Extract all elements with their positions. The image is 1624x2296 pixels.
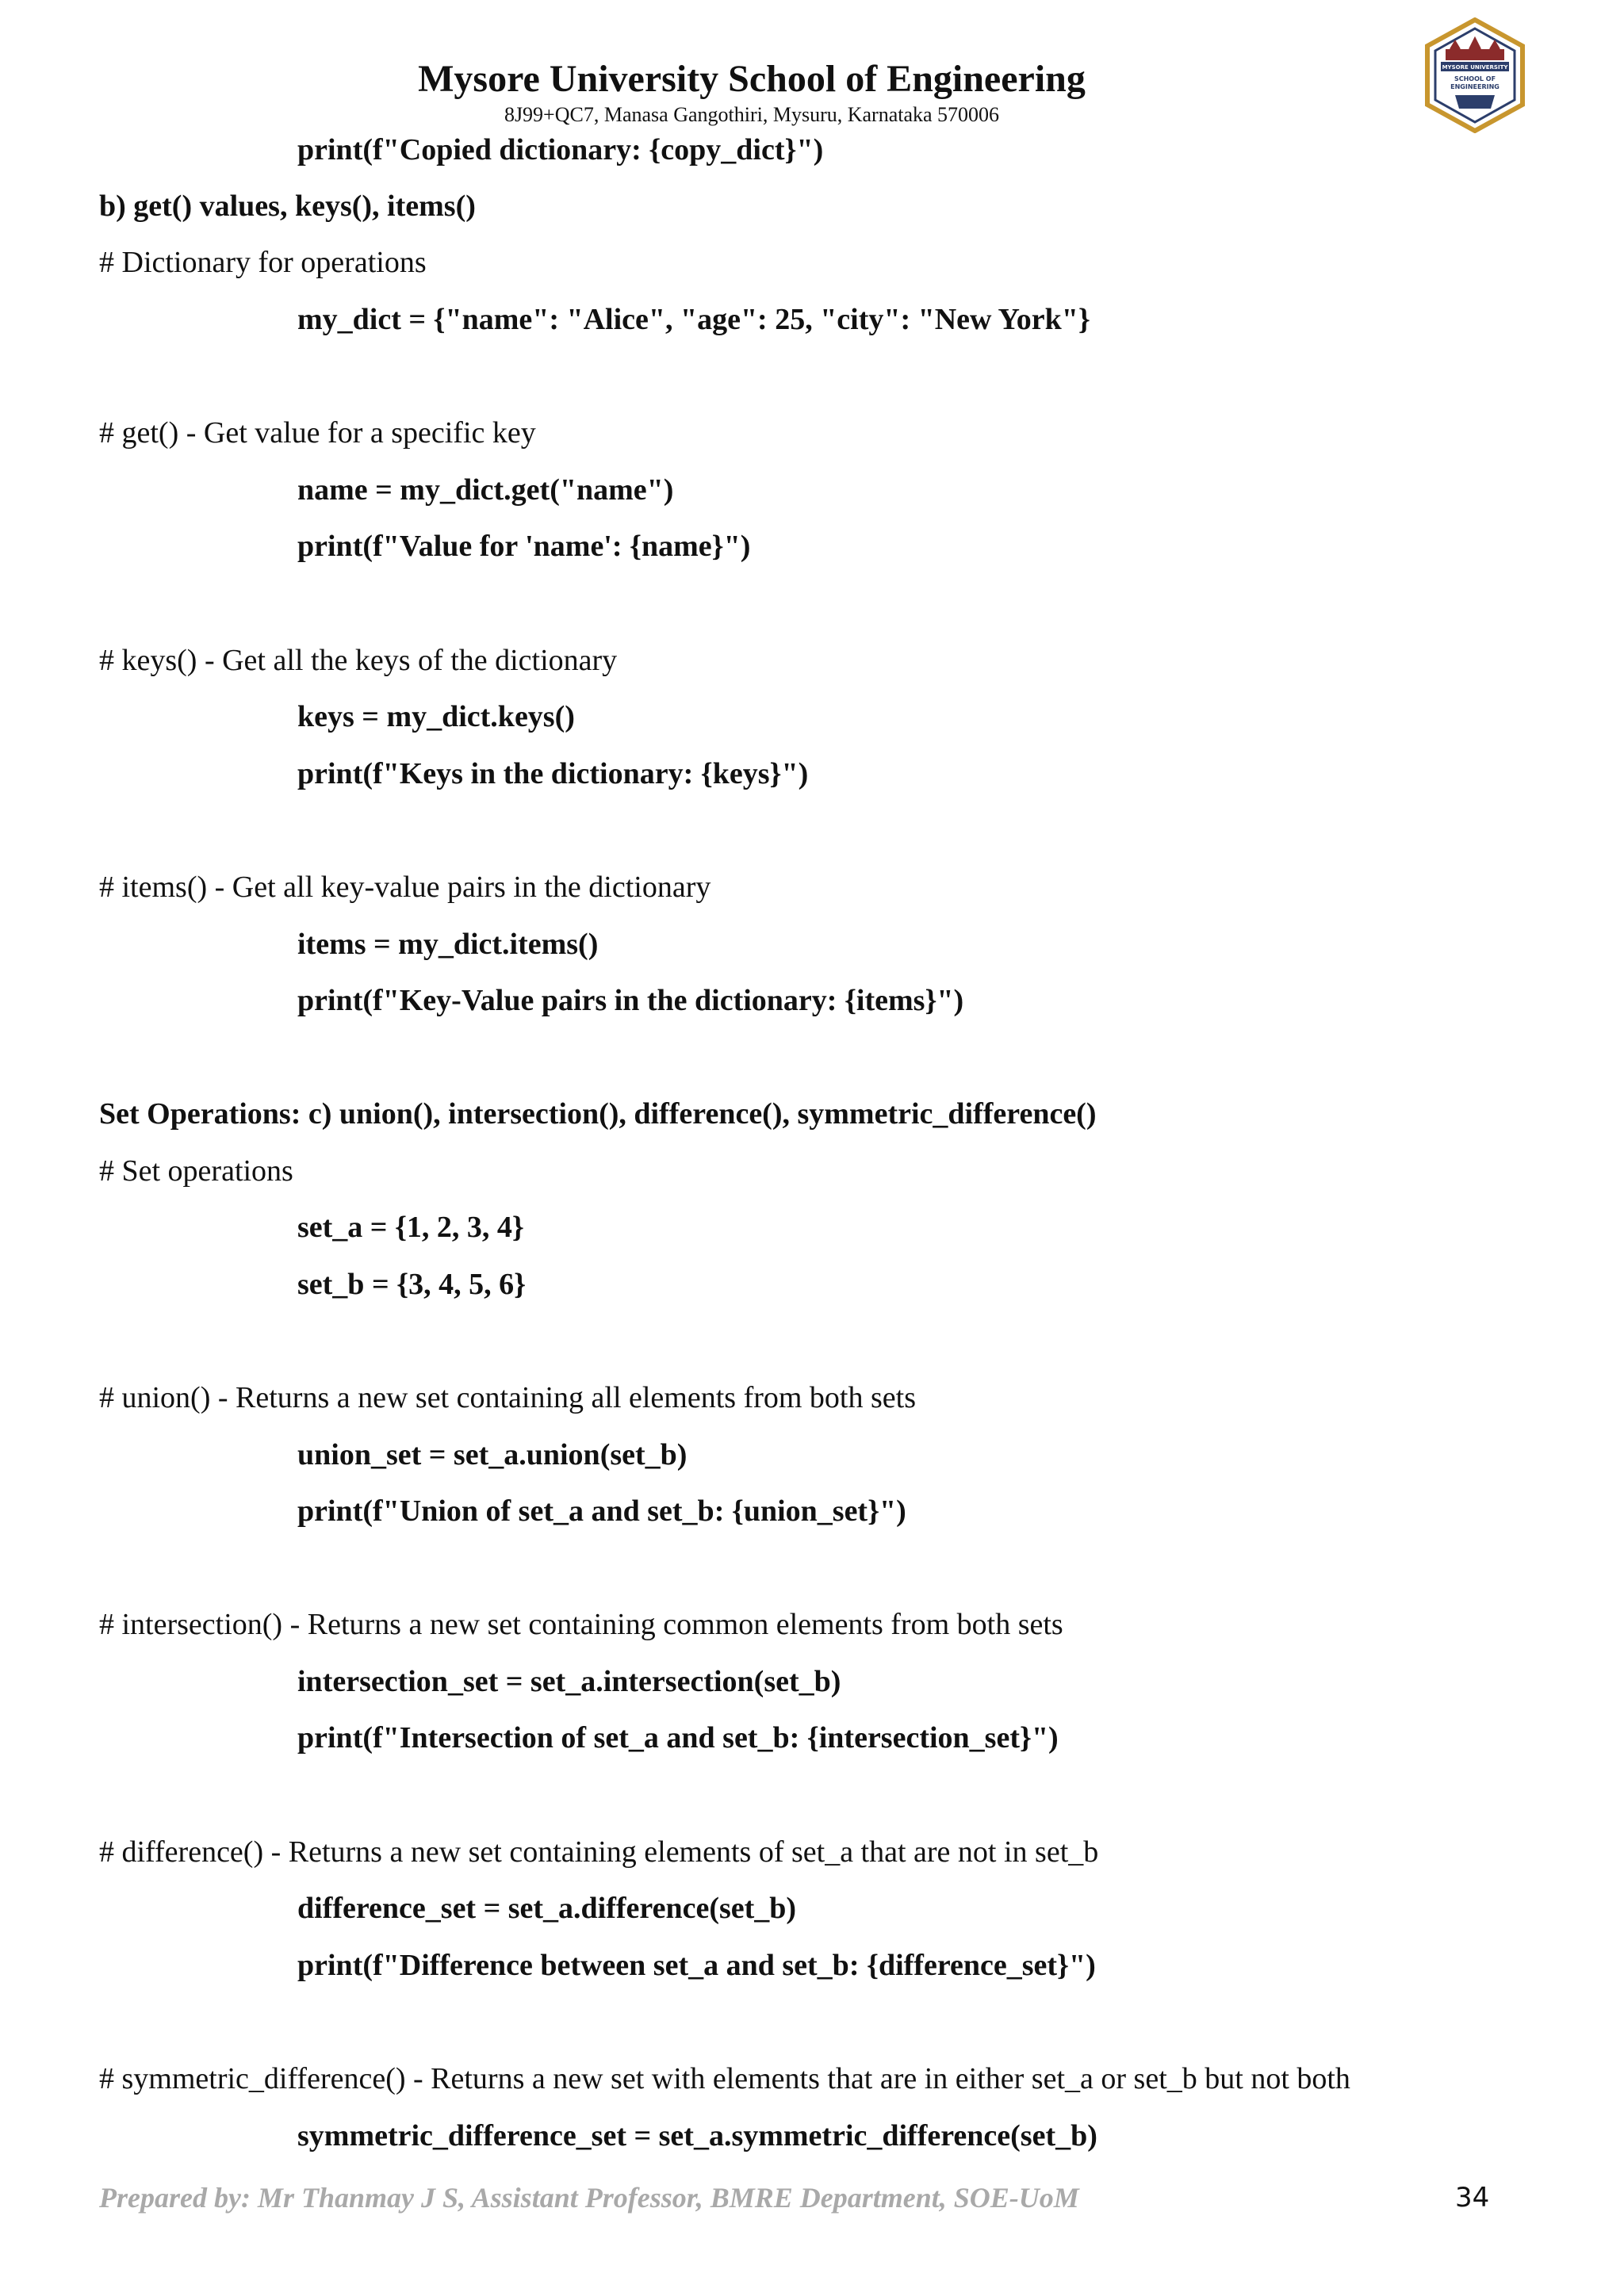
section-heading: Set Operations: c) union(), intersection(), difference(), symmetric_difference() (99, 1097, 1097, 1131)
code-line: difference_set = set_a.difference(set_b) (297, 1892, 797, 1925)
code-line: name = my_dict.get("name") (297, 473, 674, 507)
code-line: set_b = {3, 4, 5, 6} (297, 1268, 527, 1301)
logo-text-line-2: SCHOOL OF (1454, 75, 1496, 82)
code-line: set_a = {1, 2, 3, 4} (297, 1211, 524, 1244)
code-line: print(f"Difference between set_a and set_b: {difference_set}") (297, 1949, 1096, 1982)
comment-line: # difference() - Returns a new set containing elements of set_a that are not in set_b (99, 1835, 1099, 1869)
comment-line: # get() - Get value for a specific key (99, 416, 536, 450)
comment-line: # union() - Returns a new set containing all elements from both sets (99, 1381, 916, 1414)
code-line: intersection_set = set_a.intersection(set_b) (297, 1665, 841, 1698)
section-heading: b) get() values, keys(), items() (99, 189, 476, 223)
institution-title: Mysore University School of Engineering (418, 58, 1086, 100)
comment-line: # intersection() - Returns a new set containing common elements from both sets (99, 1608, 1063, 1641)
comment-line: # symmetric_difference() - Returns a new set with elements that are in either set_a or set_b but not both (99, 2062, 1350, 2095)
code-line: keys = my_dict.keys() (297, 700, 575, 733)
prepared-by-footer: Prepared by: Mr Thanmay J S, Assistant Professor, BMRE Department, SOE-UoM (99, 2182, 1079, 2214)
code-line: print(f"Intersection of set_a and set_b: {intersection_set}") (297, 1721, 1059, 1755)
code-line: print(f"Keys in the dictionary: {keys}") (297, 757, 809, 790)
code-line: items = my_dict.items() (297, 928, 599, 961)
code-line: union_set = set_a.union(set_b) (297, 1438, 688, 1471)
code-line: print(f"Value for 'name': {name}") (297, 530, 751, 563)
comment-line: # Dictionary for operations (99, 246, 427, 279)
code-line: print(f"Copied dictionary: {copy_dict}") (297, 133, 824, 166)
page-number: 34 (1455, 2182, 1490, 2214)
code-line: symmetric_difference_set = set_a.symmetric_difference(set_b) (297, 2119, 1097, 2152)
logo-text-line-3: ENGINEERING (1450, 83, 1500, 90)
code-line: my_dict = {"name": "Alice", "age": 25, "city": "New York"} (297, 303, 1090, 336)
logo-text-line-1: MYSORE UNIVERSITY (1442, 64, 1508, 71)
institution-address: 8J99+QC7, Manasa Gangothiri, Mysuru, Karnataka 570006 (504, 103, 1000, 126)
comment-line: # items() - Get all key-value pairs in the dictionary (99, 871, 711, 904)
code-line: print(f"Union of set_a and set_b: {union_set}") (297, 1494, 906, 1528)
comment-line: # Set operations (99, 1154, 293, 1188)
code-line: print(f"Key-Value pairs in the dictionary: {items}") (297, 984, 964, 1017)
university-logo (1423, 17, 1526, 133)
comment-line: # keys() - Get all the keys of the dictionary (99, 644, 618, 677)
